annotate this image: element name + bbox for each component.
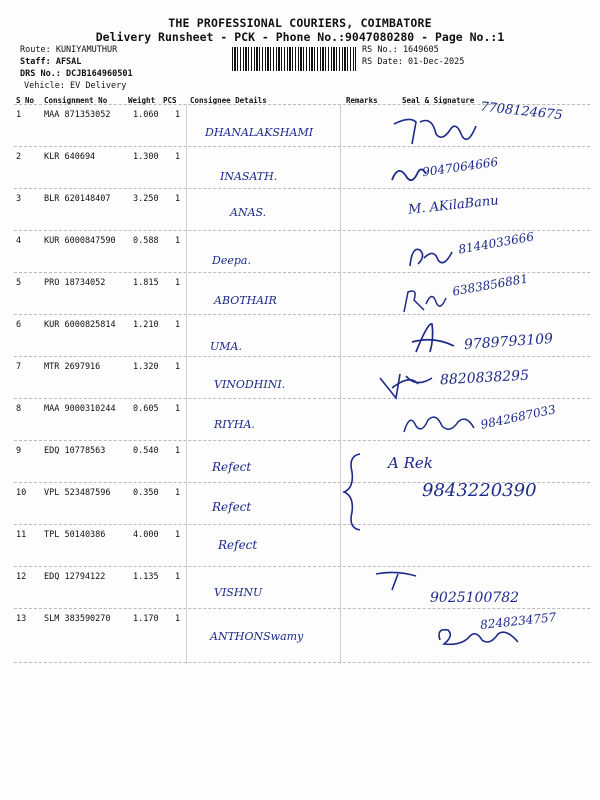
- row-sno: 8: [16, 404, 22, 414]
- row-pcs: 1: [175, 446, 181, 456]
- signature: [408, 318, 460, 358]
- row-consignee: Refect: [212, 460, 252, 474]
- row-pcs: 1: [175, 614, 181, 624]
- row-phone: 8248234757: [479, 610, 557, 632]
- signature: [372, 568, 422, 594]
- row-sno: 13: [16, 614, 27, 624]
- row-divider: [14, 230, 590, 231]
- row-phone: 9842687033: [479, 402, 557, 432]
- row-sno: 11: [16, 530, 27, 540]
- col-header-weight: Weight: [128, 96, 156, 105]
- row-consignee: Deepa.: [212, 254, 251, 267]
- row-divider: [14, 398, 590, 399]
- row-weight: 3.250: [133, 194, 159, 204]
- row-consignment: MTR 2697916: [44, 362, 101, 372]
- row-pcs: 1: [175, 278, 181, 288]
- row-weight: 0.588: [133, 236, 159, 246]
- row-phone: 8144033666: [457, 229, 535, 257]
- row-phone: M. AKilaBanu: [407, 193, 500, 218]
- row-consignee: VINODHINI.: [214, 378, 286, 391]
- col-header-sno: S No: [16, 96, 35, 105]
- row-consignment: KUR 6000825814: [44, 320, 116, 330]
- signature: [390, 112, 480, 148]
- row-sno: 12: [16, 572, 27, 582]
- signature: [400, 408, 476, 438]
- row-consignment: KLR 640694: [44, 152, 96, 162]
- row-phone: 6383856881: [451, 271, 529, 299]
- row-phone: 7708124675: [479, 99, 564, 124]
- row-phone: 9789793109: [463, 330, 554, 354]
- row-weight: 0.605: [133, 404, 159, 414]
- row-consignment: SLM 383590270: [44, 614, 111, 624]
- col-header-consignee: Consignee Details: [190, 96, 267, 105]
- row-sno: 7: [16, 362, 22, 372]
- row-sno: 1: [16, 110, 22, 120]
- col-header-seal: Seal & Signature: [402, 96, 475, 105]
- rs-number: RS No.: 1649605: [362, 45, 439, 55]
- row-sno: 6: [16, 320, 22, 330]
- barcode: [232, 47, 356, 71]
- row-pcs: 1: [175, 404, 181, 414]
- row-divider: [14, 188, 590, 189]
- row-weight: 1.135: [133, 572, 159, 582]
- row-divider: [14, 440, 590, 441]
- row-pcs: 1: [175, 572, 181, 582]
- page-subtitle: Delivery Runsheet - PCK - Phone No.:9047080280 - Page No.:1: [95, 30, 505, 44]
- signature: [404, 242, 456, 272]
- signature: [400, 286, 450, 316]
- row-pcs: 1: [175, 152, 181, 162]
- row-consignment: EDQ 12794122: [44, 572, 106, 582]
- row-consignee: INASATH.: [220, 170, 278, 183]
- row-consignee: VISHNU: [214, 586, 263, 599]
- col-header-pcs: PCS: [163, 96, 177, 105]
- row-consignment: VPL 523487596: [44, 488, 111, 498]
- drs-label: DRS No.: DCJB164960501: [20, 69, 133, 79]
- row-weight: 1.060: [133, 110, 159, 120]
- row-pcs: 1: [175, 362, 181, 372]
- row-weight: 1.320: [133, 362, 159, 372]
- row-phone: 9025100782: [430, 590, 520, 606]
- row-divider: [14, 662, 590, 663]
- col-header-consignment: Consignment No: [44, 96, 108, 105]
- row-consignee: RIYHA.: [214, 418, 255, 431]
- row-pcs: 1: [175, 488, 181, 498]
- row-weight: 0.540: [133, 446, 159, 456]
- row-divider: [14, 146, 590, 147]
- col-header-remarks: Remarks: [346, 96, 378, 105]
- row-consignment: KUR 6000847590: [44, 236, 116, 246]
- row-divider: [14, 272, 590, 273]
- row-consignment: PRO 18734052: [44, 278, 106, 288]
- row-pcs: 1: [175, 320, 181, 330]
- row-consignment: MAA 871353052: [44, 110, 111, 120]
- row-phone: 8820838295: [439, 367, 530, 389]
- row-consignee: DHANALAKSHAMI: [205, 126, 314, 139]
- signature: [376, 368, 436, 404]
- row-consignment: BLR 620148407: [44, 194, 111, 204]
- row-pcs: 1: [175, 236, 181, 246]
- row-phone: 9047064666: [421, 154, 499, 180]
- row-consignment: EDQ 10778563: [44, 446, 106, 456]
- signature: [432, 622, 524, 652]
- signature: [388, 162, 428, 188]
- row-pcs: 1: [175, 194, 181, 204]
- row-weight: 0.350: [133, 488, 159, 498]
- row-consignee: ABOTHAIR: [214, 294, 277, 307]
- row-divider: [14, 356, 590, 357]
- row-sno: 9: [16, 446, 22, 456]
- row-consignee: Refect: [218, 538, 258, 552]
- row-pcs: 1: [175, 530, 181, 540]
- row-weight: 4.000: [133, 530, 159, 540]
- row-consignee: ANTHONSwamy: [210, 630, 304, 643]
- route-label: Route: KUNIYAMUTHUR: [20, 45, 118, 55]
- page-title: THE PROFESSIONAL COURIERS, COIMBATORE: [168, 16, 432, 30]
- row-sno: 2: [16, 152, 22, 162]
- row-divider: [14, 314, 590, 315]
- row-phone: A Rek: [388, 454, 433, 472]
- row-weight: 1.170: [133, 614, 159, 624]
- vehicle-label: Vehicle: EV Delivery: [24, 81, 127, 91]
- row-consignee: UMA.: [210, 340, 242, 353]
- row-divider: [14, 608, 590, 609]
- row-consignee: Refect: [212, 500, 252, 514]
- row-sno: 4: [16, 236, 22, 246]
- row-sno: 3: [16, 194, 22, 204]
- row-consignment: TPL 50140386: [44, 530, 106, 540]
- row-weight: 1.815: [133, 278, 159, 288]
- staff-label: Staff: AFSAL: [20, 57, 82, 67]
- row-divider: [14, 524, 590, 525]
- row-weight: 1.300: [133, 152, 159, 162]
- row-weight: 1.210: [133, 320, 159, 330]
- rs-date: RS Date: 01-Dec-2025: [362, 57, 465, 67]
- row-consignment: MAA 9000310244: [44, 404, 116, 414]
- row-phone: 9843220390: [422, 480, 537, 501]
- row-consignee: ANAS.: [230, 206, 267, 219]
- row-sno: 5: [16, 278, 22, 288]
- row-pcs: 1: [175, 110, 181, 120]
- row-divider: [14, 566, 590, 567]
- row-sno: 10: [16, 488, 27, 498]
- brace-mark: [342, 452, 364, 532]
